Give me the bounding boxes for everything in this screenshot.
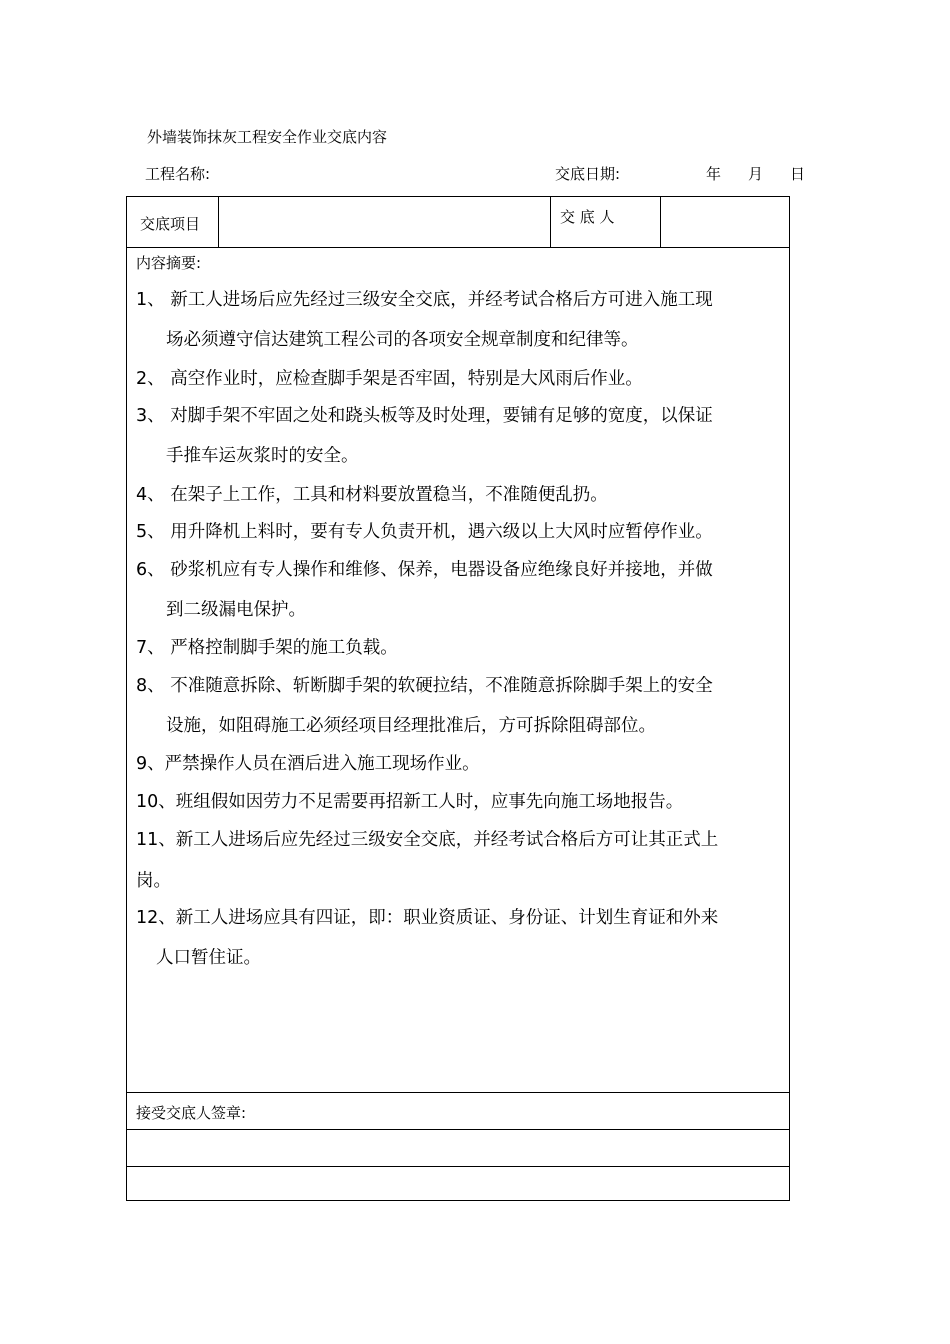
content-line: 人口暂住证。 bbox=[156, 948, 261, 968]
signature-label: 接受交底人签章: bbox=[136, 1104, 247, 1122]
content-line: 1、 新工人进场后应先经过三级安全交底，并经考试合格后方可进入施工现 bbox=[136, 290, 713, 310]
project-name-label: 工程名称: bbox=[145, 165, 211, 183]
content-line: 12、新工人进场应具有四证，即：职业资质证、身份证、计划生育证和外来 bbox=[136, 908, 719, 928]
content-line: 设施，如阻碍施工必须经项目经理批准后，方可拆除阻碍部位。 bbox=[166, 716, 656, 736]
signature-row-divider bbox=[127, 1129, 789, 1130]
content-line: 手推车运灰浆时的安全。 bbox=[166, 446, 359, 466]
date-label: 交底日期: bbox=[555, 165, 621, 183]
content-line: 11、新工人进场后应先经过三级安全交底，并经考试合格后方可让其正式上 bbox=[136, 830, 719, 850]
item-label: 交底项目 bbox=[140, 215, 201, 233]
content-line: 6、 砂浆机应有专人操作和维修、保养，电器设备应绝缘良好并接地，并做 bbox=[136, 560, 713, 580]
row-divider bbox=[127, 1092, 789, 1093]
presenter-label: 交 底 人 bbox=[560, 208, 615, 226]
content-line: 到二级漏电保护。 bbox=[166, 600, 306, 620]
summary-label: 内容摘要: bbox=[136, 254, 202, 272]
date-day: 日 bbox=[790, 165, 806, 183]
content-line: 8、 不准随意拆除、斩断脚手架的软硬拉结，不准随意拆除脚手架上的安全 bbox=[136, 676, 713, 696]
content-line: 9、严禁操作人员在酒后进入施工现场作业。 bbox=[136, 754, 480, 774]
briefing-table bbox=[126, 196, 790, 1201]
content-line: 场必须遵守信达建筑工程公司的各项安全规章制度和纪律等。 bbox=[166, 330, 639, 350]
content-line: 5、 用升降机上料时，要有专人负责开机，遇六级以上大风时应暂停作业。 bbox=[136, 522, 713, 542]
signature-row-divider bbox=[127, 1166, 789, 1167]
column-divider bbox=[660, 197, 661, 247]
content-line: 4、 在架子上工作，工具和材料要放置稳当，不准随便乱扔。 bbox=[136, 485, 608, 505]
column-divider bbox=[218, 197, 219, 247]
content-line: 3、 对脚手架不牢固之处和跷头板等及时处理，要铺有足够的宽度，以保证 bbox=[136, 406, 713, 426]
content-line: 10、班组假如因劳力不足需要再招新工人时，应事先向施工场地报告。 bbox=[136, 792, 684, 812]
content-line: 7、 严格控制脚手架的施工负载。 bbox=[136, 638, 398, 658]
date-year: 年 bbox=[706, 165, 722, 183]
column-divider bbox=[550, 197, 551, 247]
document-title: 外墙装饰抹灰工程安全作业交底内容 bbox=[147, 128, 388, 146]
date-month: 月 bbox=[748, 165, 764, 183]
row-divider bbox=[127, 247, 789, 248]
content-line: 岗。 bbox=[136, 871, 171, 891]
content-line: 2、 高空作业时，应检查脚手架是否牢固，特别是大风雨后作业。 bbox=[136, 369, 643, 389]
